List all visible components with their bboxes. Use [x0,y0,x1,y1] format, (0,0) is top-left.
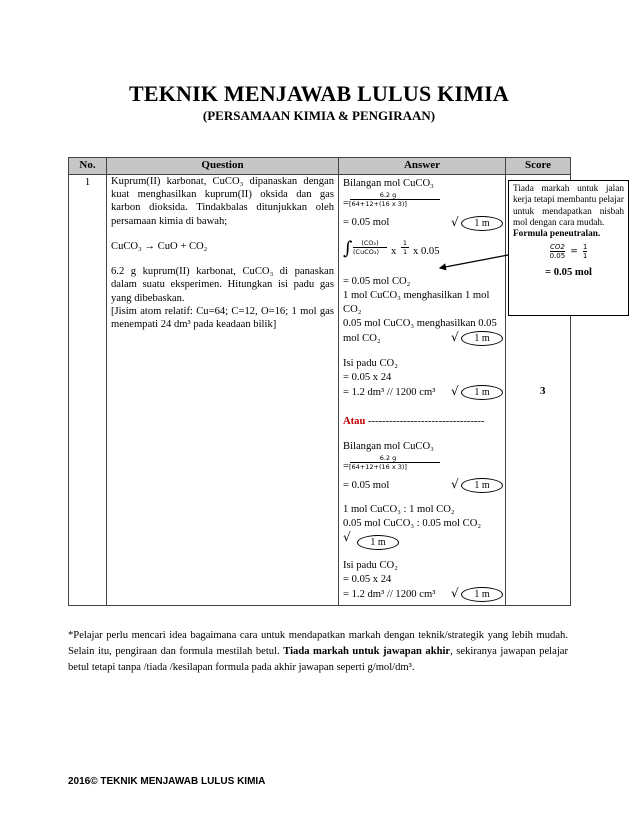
header-question: Question [107,158,339,175]
check-icon: √ [451,330,459,344]
callout-note [508,180,629,316]
fraction-denominator: [64+12+(16 x 3)] [349,463,407,472]
mark-oval: 1 m [461,331,503,346]
question-cell [107,175,339,606]
check-icon: √ [451,215,459,229]
divider-dashes: --------------------------------- [368,416,485,427]
statement-2b: mol CO₂ [343,333,381,344]
header-score: Score [506,158,571,175]
note-formula-label: Formula peneutralan. [513,229,601,240]
check-icon: √ [343,530,351,544]
footnote-text-2: , sekiranya jawapan pelajar betul tetapi tanpa /tiada /kesilapan formula pada akhir jawapan seperti g/mol/dm³. [68,645,569,673]
formula-num-1: CO2 [549,242,565,251]
note-formula: $\frac{CO2}{0.05}$ = $\frac{1}{1}$ [549,242,588,261]
fraction-numerator: 6.2 g [379,454,397,462]
integral-icon: ∫ [343,238,353,259]
page-title: TEKNIK MENJAWAB LULUS KIMIA [128,81,510,106]
statement-2: 0.05 mol CuCO₃ menghasilkan 0.05 [343,318,497,329]
note-result: = 0.05 mol [545,266,592,278]
statement-1: 1 mol CuCO₃ menghasilkan 1 mol [343,290,490,301]
footnote-bold: Tiada markah untuk jawapan akhir [283,645,451,657]
score-value: 3 [540,385,546,397]
footnote [68,628,568,676]
question-text-2: 6.2 g kuprum(II) karbonat, CuCO₃ di panaskan dalam suatu eksperimen. Hitungkan isi padu gas yang dibebaskan. [111,266,334,304]
page-subtitle: (PERSAMAAN KIMIA & PENGIRAAN) [202,108,436,123]
check-icon: √ [451,586,459,600]
formula-den-2: 1 [582,252,588,261]
chemical-equation: CuCO₃ → CuO + CO₂ [111,240,208,252]
one-denominator: 1 [403,248,408,257]
ratio-line-2: 0.05 mol CuCO₃ : 0.05 mol CO₂ [343,518,482,529]
footnote-text-1: *Pelajar perlu mencari idea bagaimana cara untuk mendapatkan markah dengan teknik/strategik yang lebih mudah. Selain itu, pengiraan dan formula mestilah betul. [68,630,568,657]
table-header-row [69,158,571,175]
ratio-multiplier: x 0.05 [413,246,440,257]
mark-oval: 1 m [357,535,399,550]
ratio-fraction [353,239,387,256]
note-text: Tiada markah untuk jalan kerja tetapi membantu pelajar untuk mendapatkan nisbah mol dengan cara mudah. [513,184,624,228]
ratio-line-1: 1 mol CuCO₃ : 1 mol CO₂ [343,504,455,515]
volume-heading: Isi padu CO₂ [343,358,398,369]
mark-oval: 1 m [461,478,503,493]
formula-den-1: 0.05 [549,252,566,261]
ratio-numerator: (CO₂) [361,239,379,247]
ratio-denominator: (CuCO₃) [353,248,379,257]
fraction-numerator: 6.2 g [379,191,397,199]
one-numerator: 1 [402,239,408,247]
alternative-divider [343,415,484,428]
page-footer: 2016© TEKNIK MENJAWAB LULUS KIMIA [68,776,266,787]
relative-mass-info: [Jisim atom relatif: Cu=64; C=12, O=16; 1 mol gas menempati 24 dm³ pada keadaan bilik] [111,305,334,331]
mark-oval: 1 m [461,587,503,602]
one-fraction [401,239,409,256]
fraction-denominator: [64+12+(16 x 3)] [349,200,407,209]
volume-heading-2: Isi padu CO₂ [343,560,398,571]
mol-heading-2: Bilangan mol CuCO₃ [343,441,434,452]
volume-result-2: = 1.2 dm³ // 1200 cm³ [343,589,436,600]
mol-heading: Bilangan mol CuCO₃ [343,178,434,189]
mark-oval: 1 m [461,216,503,231]
question-text: Kuprum(II) karbonat, CuCO₃ dipanaskan dengan kuat menghasilkan kuprum(II) oksida dan gas karbon dioksida. Tindakbalas ditunjukkan oleh persamaan kimia di bawah; [111,176,334,227]
header-answer: Answer [339,158,506,175]
row-number: 1 [69,175,107,606]
check-icon: √ [451,384,459,398]
mol-co2: = 0.05 mol CO₂ [343,276,411,287]
formula-num-2: 1 [582,242,588,251]
volume-calc-2: = 0.05 x 24 [343,574,392,585]
mol-result-2: = 0.05 mol [343,480,390,491]
mol-fraction: = 6.2 g [64+12+(16 x 3)] [343,191,440,208]
atau-label: Atau [343,416,366,427]
mol-result: = 0.05 mol [343,217,390,228]
statement-1b: CO₂ [343,304,362,315]
mark-oval: 1 m [461,385,503,400]
volume-calc: = 0.05 x 24 [343,372,392,383]
answer-table [68,157,571,606]
header-no: No. [69,158,107,175]
table-row [69,175,571,606]
volume-result: = 1.2 dm³ // 1200 cm³ [343,387,436,398]
check-icon: √ [451,477,459,491]
answer-cell: Bilangan mol CuCO₃ = 6.2 g [64+12+(16 x 3)] = 0.05 mol √ 1 m ∫ (CO₂) (CuCO₃) x 1 1 x 0.05 = 0.05 mol CO₂ 1 mol CuCO₃ menghasilkan 1 mol CO₂ 0.05 mol CuCO₃ menghasilkan 0.05 mol CO₂ √ 1 m Isi padu CO₂ = 0.05 x 24 = 1.2 dm³ // 1200 cm³ √ 1 m Atau --------------------------------- Bilangan mol CuCO₃ = 6.2 g [64+12+(16 x 3)] = 0.05 mol √ 1 m 1 mol CuCO₃ : 1 mol CO₂ 0.05 mol CuCO₃ : 0.05 mol CO₂ √ 1 m Isi padu CO₂ = 0.05 x 24 = 1.2 dm³ // 1200 cm³ √ 1 m [339,175,506,606]
mol-fraction-2: = 6.2 g [64+12+(16 x 3)] [343,454,440,471]
